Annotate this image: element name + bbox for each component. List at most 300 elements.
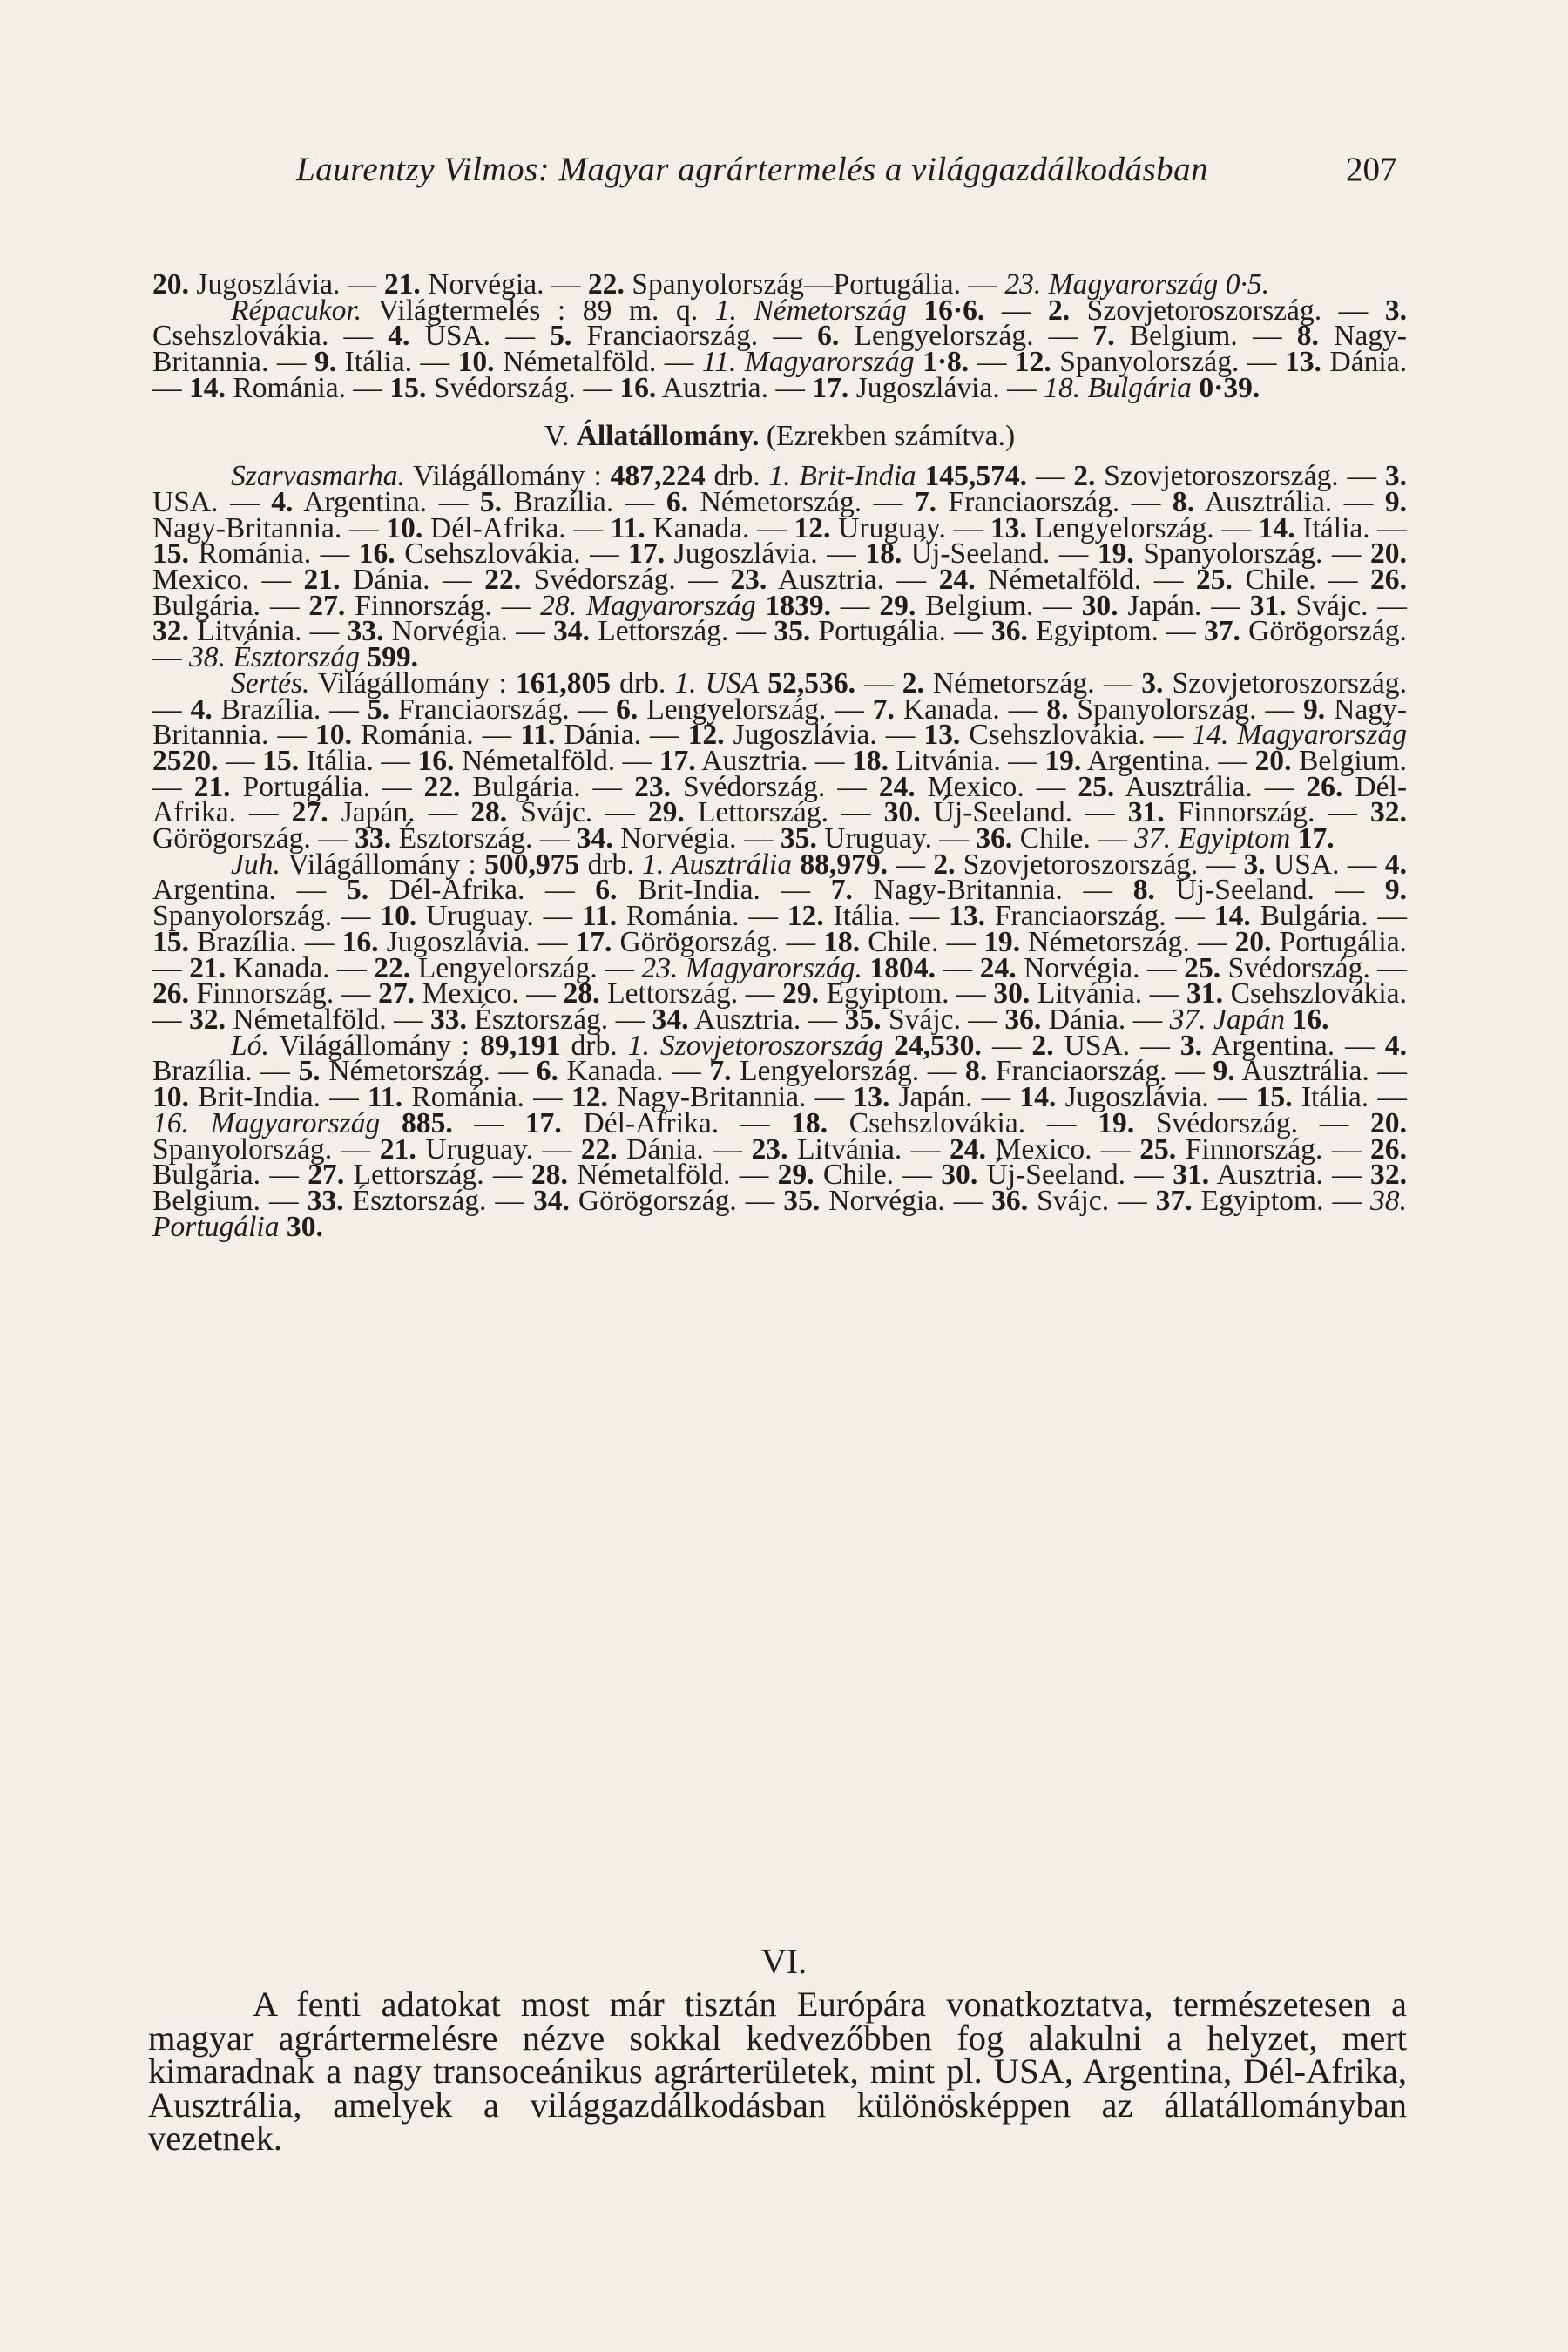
bold-text: 26. bbox=[152, 977, 189, 1010]
text-run: Itália. — bbox=[1292, 1081, 1407, 1114]
bold-text: 8. bbox=[1046, 693, 1069, 726]
bold-text: 32. bbox=[1370, 796, 1407, 829]
bold-text: 15. bbox=[389, 371, 427, 404]
bold-text: 6. bbox=[595, 874, 618, 907]
bold-text: 10. bbox=[386, 511, 423, 544]
text-run: Lengyelország. — bbox=[1026, 511, 1259, 544]
bold-text: 35. bbox=[774, 615, 811, 648]
text-run: Lettország. — bbox=[599, 977, 783, 1010]
text-run: Jugoszlávia. — bbox=[848, 371, 1044, 404]
italic-text: 28. Magyarország bbox=[540, 589, 756, 622]
bold-text: 10. bbox=[152, 1081, 189, 1114]
bold-text: 5. bbox=[298, 1055, 321, 1088]
italic-text: 14. Magyarország bbox=[1192, 719, 1407, 752]
bold-text: 33. bbox=[355, 822, 392, 855]
bold-text: 37. bbox=[1203, 615, 1240, 648]
text-run: Dél-Afrika. — bbox=[152, 770, 1407, 829]
text-run: Dánia. — bbox=[1041, 1003, 1170, 1036]
text-run: Bulgária. — bbox=[152, 589, 309, 622]
text-run: Norvégia. — bbox=[612, 822, 781, 855]
text-run: Dánia. — bbox=[617, 1132, 752, 1166]
text-run: Belgium. — bbox=[1114, 320, 1297, 353]
bold-text: 1804. bbox=[869, 951, 936, 984]
text-run: Svédország. — bbox=[426, 371, 620, 404]
text-run: Dél-Afrika. — bbox=[422, 511, 611, 544]
bold-text: 23. bbox=[730, 564, 767, 597]
bold-text: 21. bbox=[383, 268, 421, 301]
text-run: Románia. — bbox=[225, 371, 390, 404]
text-run: Bulgária. — bbox=[1250, 900, 1407, 933]
bold-text: 20. bbox=[152, 268, 189, 301]
text-run: drb. bbox=[705, 460, 769, 493]
bold-text: 10. bbox=[457, 346, 495, 379]
bold-text: 6. bbox=[666, 485, 689, 518]
italic-text: 18. Bulgária bbox=[1044, 371, 1192, 404]
text-run: Új-Seeland. — bbox=[1154, 874, 1385, 907]
text-run: Nagy-Britannia. — bbox=[852, 874, 1133, 907]
text-run: Dánia. — bbox=[555, 719, 688, 752]
text-run: Csehszlovákia. — bbox=[152, 320, 389, 353]
text-run: Csehszlovákia. — bbox=[152, 977, 1407, 1036]
text-run: Ausztria. — bbox=[688, 1003, 845, 1036]
bold-text: 26. bbox=[1370, 564, 1407, 597]
bold-text: 1·8. bbox=[923, 346, 970, 379]
italic-text: Juh. bbox=[231, 848, 280, 881]
bold-text: 28. bbox=[563, 977, 600, 1010]
bold-text: 20. bbox=[1234, 925, 1272, 958]
text-run: Csehszlovákia. — bbox=[960, 719, 1193, 752]
text-run: Mexico. — bbox=[915, 770, 1078, 803]
text-run: Itália. — bbox=[299, 744, 418, 777]
text-run: Chile. — bbox=[814, 1159, 942, 1192]
bold-text: 7. bbox=[1092, 320, 1115, 353]
bold-text: 29. bbox=[777, 1159, 814, 1192]
bold-text: 24. bbox=[938, 564, 976, 597]
page-number: 207 bbox=[1346, 151, 1397, 188]
text-run: Spanyolország. — bbox=[1133, 537, 1371, 571]
text-run: Nagy-Britannia. — bbox=[152, 511, 387, 544]
bold-text: 30. bbox=[993, 977, 1031, 1010]
bold-text: 22. bbox=[587, 268, 625, 301]
bold-text: 29. bbox=[782, 977, 819, 1010]
italic-text: 38. Észtország bbox=[188, 641, 360, 674]
bold-text: 33. bbox=[307, 1184, 344, 1217]
running-head bbox=[296, 150, 1411, 189]
text-run: Spanyolország. — bbox=[152, 1132, 380, 1166]
text-run: Litvánia. — bbox=[787, 1132, 950, 1166]
bold-text: 34. bbox=[553, 615, 590, 648]
bold-text: 487,224 bbox=[610, 460, 706, 493]
bold-text: 2. bbox=[1031, 1029, 1054, 1062]
bold-text: 15. bbox=[262, 744, 300, 777]
main-text bbox=[152, 268, 1408, 1243]
bold-text: 19. bbox=[1098, 1106, 1135, 1139]
bold-text: 17. bbox=[524, 1106, 562, 1139]
bold-text: 20. bbox=[1370, 537, 1407, 571]
italic-text: 23. Magyarország. bbox=[641, 951, 862, 984]
text-run: Bulgária. — bbox=[152, 1159, 308, 1192]
text-run: Portugália. — bbox=[810, 615, 991, 648]
text-run: Brit-India. — bbox=[617, 874, 831, 907]
text-run: Jugoszlávia. — bbox=[378, 925, 576, 958]
text-run: Svájc. — bbox=[1286, 589, 1407, 622]
text-run: Japán. — bbox=[328, 796, 471, 829]
bold-text: 36. bbox=[1004, 1003, 1042, 1036]
text-run: Lettország. — bbox=[684, 796, 884, 829]
text-run: Svájc. — bbox=[507, 796, 648, 829]
bold-text: 3. bbox=[1179, 1029, 1202, 1062]
italic-text: 1. Szovjetoroszország bbox=[627, 1029, 884, 1062]
section-v-note: (Ezrekben számítva.) bbox=[766, 419, 1016, 452]
bold-text: 14. bbox=[1258, 511, 1295, 544]
text-run: Németalföld. — bbox=[975, 564, 1196, 597]
text-run: Németalföld. — bbox=[225, 1003, 430, 1036]
text-run: Finnország. — bbox=[188, 977, 379, 1010]
bold-text: 17. bbox=[628, 537, 666, 571]
italic-text: 37. Japán bbox=[1169, 1003, 1286, 1036]
text-run: Németország. — bbox=[320, 1055, 537, 1088]
bold-text: 12. bbox=[571, 1081, 608, 1114]
text-run: Spanyolország—Portugália. — bbox=[624, 268, 1005, 301]
bold-text: 9. bbox=[314, 346, 337, 379]
bold-text: 31. bbox=[1186, 977, 1223, 1010]
text-run: Svájc. — bbox=[1028, 1184, 1156, 1217]
text-run: Csehszlovákia. — bbox=[395, 537, 629, 571]
text-run: Németalföld. — bbox=[454, 744, 659, 777]
text-run: Románia. — bbox=[402, 1081, 571, 1114]
bold-text: 8. bbox=[965, 1055, 988, 1088]
text-run: — bbox=[452, 1106, 525, 1139]
text-run: Dánia. — bbox=[340, 564, 485, 597]
text-run: Argentina. — bbox=[293, 485, 480, 518]
text-run: Dél-Afrika. — bbox=[561, 1106, 792, 1139]
text-run: Finnország. — bbox=[1176, 1132, 1371, 1166]
bold-text: 21. bbox=[303, 564, 341, 597]
italic-text: 23. Magyarország 0·5. bbox=[1004, 268, 1270, 301]
text-run: Jugoszlávia. — bbox=[724, 719, 924, 752]
text-run: Lettország. — bbox=[344, 1159, 531, 1192]
bold-text: 19. bbox=[1044, 744, 1082, 777]
italic-text: 38. Portugália bbox=[152, 1184, 1407, 1243]
bold-text: 17. bbox=[575, 925, 612, 958]
bold-text: 13. bbox=[923, 719, 961, 752]
text-run: Argentina. — bbox=[1201, 1029, 1385, 1062]
italic-text: 16. Magyarország bbox=[152, 1106, 381, 1139]
text-run: — bbox=[984, 294, 1048, 327]
text-run: Ausztria. — bbox=[1209, 1159, 1371, 1192]
text-run: drb. bbox=[611, 666, 675, 700]
text-run: Svédország. — bbox=[521, 564, 731, 597]
bold-text: 5. bbox=[367, 693, 389, 726]
bold-text: 17. bbox=[659, 744, 696, 777]
bold-text: 27. bbox=[308, 1159, 345, 1192]
text-run: Ausztrália. — bbox=[1194, 485, 1385, 518]
text-run: Románia. — bbox=[617, 900, 787, 933]
text-run: Szovjetoroszország. — bbox=[955, 848, 1244, 881]
bold-text: 13. bbox=[990, 511, 1027, 544]
text-run: Ausztria. — bbox=[767, 564, 939, 597]
text-run: Románia. — bbox=[351, 719, 521, 752]
bold-text: 15. bbox=[1255, 1081, 1293, 1114]
bold-text: 13. bbox=[949, 900, 986, 933]
text-run: Görögország. — bbox=[569, 1184, 784, 1217]
bold-text: 29. bbox=[879, 589, 916, 622]
text-run: — bbox=[888, 848, 934, 881]
text-run: Brazília. — bbox=[502, 485, 666, 518]
text-run: Franciaország. — bbox=[389, 693, 617, 726]
text-run: Uruguay. — bbox=[416, 1132, 581, 1166]
bold-text: 5. bbox=[550, 320, 572, 353]
text-run: Portugália. — bbox=[230, 770, 424, 803]
text-run: Románia. — bbox=[188, 537, 359, 571]
livestock-rankings bbox=[152, 460, 1408, 1243]
text-run: Új-Seeland. — bbox=[902, 537, 1098, 571]
italic-text: 1. Ausztrália bbox=[642, 848, 793, 881]
text-run: Norvégia. — bbox=[420, 268, 588, 301]
section-v-numeral: V. bbox=[544, 419, 570, 452]
text-run: Bulgária. — bbox=[460, 770, 635, 803]
text-run: Németalföld. — bbox=[494, 346, 702, 379]
section-v-title: Állatállomány. bbox=[576, 419, 760, 452]
text-run: Jugoszlávia. — bbox=[665, 537, 866, 571]
text-run: Világtermelés : 89 m. q. bbox=[362, 294, 715, 327]
bold-text: 27. bbox=[308, 589, 346, 622]
text-run: Új-Seeland. — bbox=[977, 1159, 1173, 1192]
bold-text: 88,979. bbox=[800, 848, 889, 881]
bold-text: 32. bbox=[152, 615, 189, 648]
text-run: Spanyolország. — bbox=[152, 900, 381, 933]
text-run: — bbox=[936, 951, 980, 984]
text-run: Brazília. — bbox=[152, 1055, 299, 1088]
text-run: Brazília. — bbox=[188, 925, 342, 958]
bold-text: 6. bbox=[536, 1055, 558, 1088]
bold-text: 9. bbox=[1213, 1055, 1235, 1088]
text-run: Észtország. — bbox=[343, 1184, 533, 1217]
text-run: Norvégia. — bbox=[383, 615, 554, 648]
bold-text: 11. bbox=[520, 719, 556, 752]
text-run: Kanada. — bbox=[645, 511, 794, 544]
text-run: Brazília. — bbox=[212, 693, 368, 726]
text-run: Litvánia. — bbox=[1030, 977, 1187, 1010]
bold-text: 22. bbox=[374, 951, 411, 984]
bold-text: 33. bbox=[347, 615, 384, 648]
bold-text: 30. bbox=[941, 1159, 978, 1192]
text-run: Argentina. — bbox=[1081, 744, 1255, 777]
bold-text: 500,975 bbox=[484, 848, 580, 881]
bold-text: 15. bbox=[152, 537, 189, 571]
text-run: Mexico. — bbox=[152, 564, 304, 597]
text-run: Jugoszlávia. — bbox=[188, 268, 384, 301]
section-vi-numeral: VI. bbox=[760, 1942, 808, 1981]
italic-text: 37. Egyiptom bbox=[1134, 822, 1291, 855]
bold-text: 2520. bbox=[152, 744, 219, 777]
bold-text: 12. bbox=[1014, 346, 1051, 379]
text-run: Svédország. — bbox=[1220, 951, 1407, 984]
text-run: Ausztria. — bbox=[656, 371, 813, 404]
bold-text: 32. bbox=[1370, 1159, 1408, 1192]
italic-text: Ló. bbox=[231, 1029, 269, 1062]
bold-text: 6. bbox=[616, 693, 639, 726]
text-run: Dánia. — bbox=[152, 346, 1408, 404]
bold-text: 19. bbox=[1097, 537, 1134, 571]
bold-text: 17. bbox=[812, 371, 849, 404]
text-run: — bbox=[1027, 460, 1074, 493]
bold-text: 35. bbox=[783, 1184, 821, 1217]
text-run: Lengyelország. — bbox=[731, 1055, 966, 1088]
bold-text: 9. bbox=[1302, 693, 1326, 726]
bold-text: 26. bbox=[1306, 770, 1343, 803]
bold-text: 19. bbox=[983, 925, 1021, 958]
text-run: Ausztria. — bbox=[695, 744, 852, 777]
text-run: Csehszlovákia. — bbox=[828, 1106, 1098, 1139]
bold-text: 9. bbox=[1384, 485, 1408, 518]
bold-text: 31. bbox=[1173, 1159, 1210, 1192]
text-run: USA. — bbox=[409, 320, 551, 353]
bold-text: 22. bbox=[484, 564, 522, 597]
bold-text: 24. bbox=[979, 951, 1017, 984]
bold-text: 31. bbox=[1249, 589, 1287, 622]
text-run: Svédország. — bbox=[1134, 1106, 1371, 1139]
bold-text: 25. bbox=[1139, 1132, 1177, 1166]
text-run: Egyiptom. — bbox=[1027, 615, 1204, 648]
text-run: Uruguay. — bbox=[416, 900, 582, 933]
bold-text: 9. bbox=[1384, 874, 1407, 907]
bold-text: 27. bbox=[378, 977, 416, 1010]
text-run: Ausztrália. — bbox=[1234, 1055, 1407, 1088]
bold-text: 8. bbox=[1172, 485, 1195, 518]
bold-text: 35. bbox=[844, 1003, 882, 1036]
bold-text: 11. bbox=[610, 511, 645, 544]
bold-text: 2. bbox=[902, 666, 924, 700]
text-run: Franciaország. — bbox=[985, 900, 1214, 933]
text-run: Kanada. — bbox=[894, 693, 1047, 726]
text-run: drb. bbox=[579, 848, 643, 881]
text-run: Mexico. — bbox=[415, 977, 564, 1010]
text-run: Világállomány : bbox=[404, 460, 611, 493]
bold-text: 2. bbox=[1073, 460, 1096, 493]
text-run: Világállomány : bbox=[280, 848, 485, 881]
bold-text: 24. bbox=[950, 1132, 986, 1166]
text-run: Nagy-Britannia. — bbox=[152, 320, 1407, 379]
text-run: Egyiptom. — bbox=[1192, 1184, 1371, 1217]
bold-text: 52,536. bbox=[767, 666, 855, 700]
text-run: Svédország. — bbox=[671, 770, 879, 803]
text-run: Görögország. — bbox=[612, 925, 824, 958]
text-run: Brit-India. — bbox=[188, 1081, 368, 1114]
bold-text: 11. bbox=[581, 900, 618, 933]
bold-text: 22. bbox=[423, 770, 461, 803]
text-run: Chile. — bbox=[1232, 564, 1371, 597]
bold-text: 2. bbox=[933, 848, 956, 881]
text-run: Japán. — bbox=[1118, 589, 1250, 622]
p-juh bbox=[152, 848, 1408, 1036]
italic-text: 1. USA bbox=[674, 666, 760, 700]
bold-text: 4. bbox=[1384, 848, 1407, 881]
text-run: — bbox=[831, 589, 880, 622]
bold-text: 28. bbox=[470, 796, 508, 829]
section-v-heading bbox=[152, 419, 1407, 452]
bold-text: 4. bbox=[190, 693, 213, 726]
bold-text: 0·39. bbox=[1199, 371, 1260, 404]
bold-text: 8. bbox=[1296, 320, 1319, 353]
bold-text: 14. bbox=[1213, 900, 1251, 933]
bold-text: 161,805 bbox=[515, 666, 612, 700]
bold-text: 24,530. bbox=[894, 1029, 982, 1062]
text-run: — bbox=[218, 744, 263, 777]
bold-text: 3. bbox=[1141, 666, 1164, 700]
italic-text: Szarvasmarha. bbox=[231, 460, 405, 493]
text-run: Portugália. — bbox=[152, 925, 1408, 984]
text-run: Litvánia. — bbox=[188, 615, 348, 648]
text-run: Egyiptom. — bbox=[819, 977, 994, 1010]
text-run: Litvánia. — bbox=[888, 744, 1045, 777]
bold-text: 5. bbox=[479, 485, 503, 518]
bold-text: 25. bbox=[1078, 770, 1115, 803]
text-run: Belgium. — bbox=[916, 589, 1082, 622]
text-run bbox=[280, 1211, 287, 1243]
bold-text: 29. bbox=[647, 796, 685, 829]
text-run: Finnország. — bbox=[345, 589, 541, 622]
text-run: Chile. — bbox=[860, 925, 984, 958]
text-run: Lettország. — bbox=[590, 615, 774, 648]
bold-text: 30. bbox=[883, 796, 921, 829]
bold-text: 20. bbox=[1254, 744, 1292, 777]
bold-text: 16. bbox=[341, 925, 379, 958]
bold-text: 18. bbox=[852, 744, 889, 777]
bold-text: 20. bbox=[1370, 1106, 1407, 1139]
bold-text: 22. bbox=[580, 1132, 618, 1166]
text-run: Kanada. — bbox=[558, 1055, 710, 1088]
text-run: Kanada. — bbox=[226, 951, 375, 984]
text-run: Németország. — bbox=[923, 666, 1142, 700]
bold-text: 16. bbox=[1292, 1003, 1329, 1036]
bold-text: 12. bbox=[794, 511, 831, 544]
bold-text: 25. bbox=[1184, 951, 1221, 984]
italic-text: Répacukor. bbox=[231, 294, 362, 327]
bold-text: 30. bbox=[1081, 589, 1119, 622]
italic-text: Sertés. bbox=[231, 666, 310, 700]
text-run: Chile. — bbox=[1012, 822, 1135, 855]
text-run: Németország. — bbox=[688, 485, 915, 518]
text-run: Franciaország. — bbox=[987, 1055, 1213, 1088]
bold-text: 16. bbox=[358, 537, 395, 571]
bold-text: 16·6. bbox=[923, 294, 985, 327]
text-run: Dél-Afrika. — bbox=[368, 874, 596, 907]
text-run: Belgium. — bbox=[152, 744, 1407, 803]
bold-text: 7. bbox=[914, 485, 936, 518]
text-run: Szovjetoroszország. — bbox=[1095, 460, 1385, 493]
bold-text: 18. bbox=[823, 925, 861, 958]
text-run: Lengyelország. — bbox=[410, 951, 642, 984]
italic-text: 1. Brit-India bbox=[768, 460, 916, 493]
text-run: Szovjetoroszország. — bbox=[1070, 294, 1385, 327]
text-run: Franciaország. — bbox=[936, 485, 1173, 518]
bold-text: 36. bbox=[990, 615, 1028, 648]
text-run: Világállomány : bbox=[268, 1029, 481, 1062]
text-run: Mexico. — bbox=[985, 1132, 1140, 1166]
bold-text: 32. bbox=[188, 1003, 226, 1036]
bold-text: 27. bbox=[291, 796, 328, 829]
bold-text: 11. bbox=[367, 1081, 403, 1114]
text-run: Spanyolország. — bbox=[1068, 693, 1303, 726]
bold-text: 10. bbox=[314, 719, 352, 752]
bold-text: 17. bbox=[1297, 822, 1335, 855]
bold-text: 15. bbox=[152, 925, 189, 958]
bold-text: 36. bbox=[991, 1184, 1029, 1217]
text-run: Itália. — bbox=[1294, 511, 1407, 544]
bold-text: 7. bbox=[872, 693, 895, 726]
text-run: Görögország. — bbox=[152, 615, 1407, 674]
